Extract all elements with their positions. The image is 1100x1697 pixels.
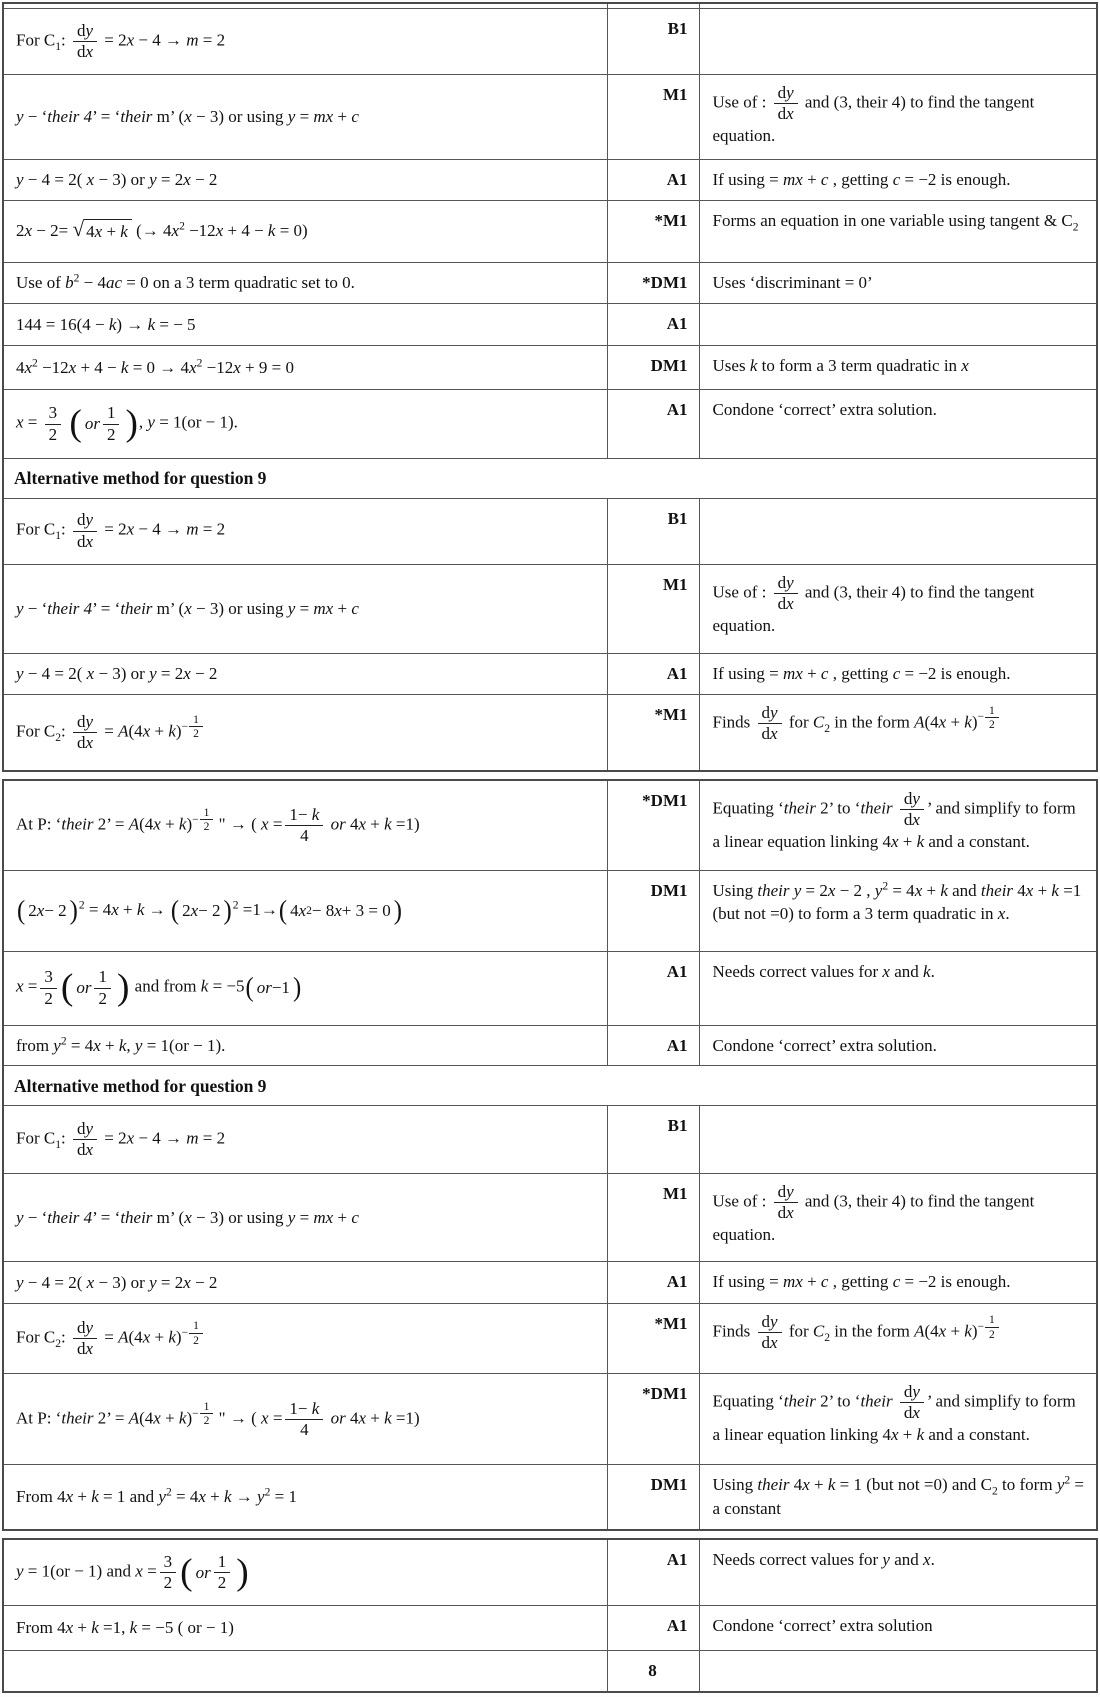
mark-cell: A1 bbox=[607, 160, 699, 201]
mark-scheme-row bbox=[3, 1465, 1097, 1530]
comment-cell: Using their 4x + k = 1 (but not =0) and $C_2$ to form $y^2 = a$ constant bbox=[699, 1465, 1097, 1530]
working-cell: Use of $b^2 - 4ac = 0$ on a 3 term quadratic set to 0. bbox=[3, 263, 607, 304]
mark-cell: A1 bbox=[607, 1539, 699, 1606]
mark-scheme-table-c bbox=[2, 1538, 1098, 1693]
comment-cell bbox=[699, 1106, 1097, 1174]
working-cell: ( 2 x − 2 ) $^2$ = 4x + k → ( 2 x − 2 ) $^2$ =1→ ( 4 x 2 − 8 x + 3 = 0 ) bbox=[3, 870, 607, 951]
mark-cell: *M1 bbox=[607, 694, 699, 771]
comment-cell: Needs correct values for y and x. bbox=[699, 1539, 1097, 1606]
working-cell: For $C_1$: $\frac{dy}{dx}$ = 2x − 4 → m = 2 bbox=[3, 498, 607, 564]
mark-scheme-row bbox=[3, 1174, 1097, 1262]
working-cell: y − ‘their 4’ = ‘their m’ (x − 3) or using y = mx + c bbox=[3, 75, 607, 160]
mark-cell: M1 bbox=[607, 75, 699, 160]
mark-scheme-row bbox=[3, 160, 1097, 201]
mark-cell: A1 bbox=[607, 1025, 699, 1066]
mark-cell: DM1 bbox=[607, 870, 699, 951]
working-cell: y − 4 = 2( x − 3) or y = 2x − 2 bbox=[3, 653, 607, 694]
comment-cell: Finds $\frac{dy}{dx}$ for $C_2$ in the form $A(4x + k)^{- \frac{1}{2}}$ bbox=[699, 1304, 1097, 1374]
mark-cell: A1 bbox=[607, 390, 699, 459]
working-cell: x = $\frac{3}{2}$ ( or 1 2 ) , y = 1(or − 1). bbox=[3, 390, 607, 459]
mark-cell: A1 bbox=[607, 951, 699, 1025]
mark-cell: A1 bbox=[607, 304, 699, 346]
working-cell: For $C_1$: $\frac{dy}{dx}$ = 2x − 4 → m = 2 bbox=[3, 9, 607, 75]
comment-cell bbox=[699, 498, 1097, 564]
working-cell: y − ‘their 4’ = ‘their m’ (x − 3) or using y = mx + c bbox=[3, 1174, 607, 1262]
mark-scheme-row bbox=[3, 1262, 1097, 1304]
working-cell: 2x − 2= √ 4x + k (→ $4x^2 -12x + 4 - k = 0$) bbox=[3, 201, 607, 263]
mark-scheme-row bbox=[3, 694, 1097, 771]
mark-cell: DM1 bbox=[607, 346, 699, 390]
working-cell: $4x^2 -12x + 4 - k = 0 \to 4x^2 -12x + 9 = 0$ bbox=[3, 346, 607, 390]
comment-cell: Use of : $\frac{dy}{dx}$ and (3, their 4) to find the tangent equation. bbox=[699, 564, 1097, 653]
mark-cell: B1 bbox=[607, 9, 699, 75]
mark-scheme-row bbox=[3, 498, 1097, 564]
mark-scheme-row bbox=[3, 1651, 1097, 1692]
working-cell: y − ‘their 4’ = ‘their m’ (x − 3) or using y = mx + c bbox=[3, 564, 607, 653]
mark-scheme-row bbox=[3, 9, 1097, 75]
working-cell: from $y^2 = 4x + k$, y = 1(or − 1). bbox=[3, 1025, 607, 1066]
working-cell: y = 1(or − 1) and x = $\frac{3}{2}$ ( or 1 2 ) bbox=[3, 1539, 607, 1606]
mark-scheme-row bbox=[3, 564, 1097, 653]
comment-cell: Condone ‘correct’ extra solution bbox=[699, 1606, 1097, 1651]
working-cell: For $C_1$: $\frac{dy}{dx}$ = 2x − 4 → m = 2 bbox=[3, 1106, 607, 1174]
mark-cell: A1 bbox=[607, 1606, 699, 1651]
mark-scheme-row bbox=[3, 1025, 1097, 1066]
working-cell: y − 4 = 2( x − 3) or y = 2x − 2 bbox=[3, 160, 607, 201]
mark-cell: *M1 bbox=[607, 1304, 699, 1374]
comment-cell: Forms an equation in one variable using tangent & $C_2$ bbox=[699, 201, 1097, 263]
mark-cell: M1 bbox=[607, 1174, 699, 1262]
mark-cell: *DM1 bbox=[607, 780, 699, 870]
comment-cell: Uses ‘discriminant = 0’ bbox=[699, 263, 1097, 304]
comment-cell: If using = mx + c , getting c = −2 is enough. bbox=[699, 1262, 1097, 1304]
mark-cell: *M1 bbox=[607, 201, 699, 263]
mark-scheme-table-b bbox=[2, 779, 1098, 1531]
mark-scheme-row bbox=[3, 870, 1097, 951]
working-cell bbox=[3, 1651, 607, 1692]
mark-scheme-table-a bbox=[2, 2, 1098, 772]
mark-cell: *DM1 bbox=[607, 1374, 699, 1465]
mark-cell: A1 bbox=[607, 653, 699, 694]
comment-cell: If using = mx + c , getting c = −2 is enough. bbox=[699, 653, 1097, 694]
comment-cell: Use of : $\frac{dy}{dx}$ and (3, their 4) to find the tangent equation. bbox=[699, 1174, 1097, 1262]
comment-cell: Use of : $\frac{dy}{dx}$ and (3, their 4) to find the tangent equation. bbox=[699, 75, 1097, 160]
mark-cell: *DM1 bbox=[607, 263, 699, 304]
alternative-method-header: Alternative method for question 9 bbox=[3, 1066, 1097, 1106]
mark-scheme-row bbox=[3, 780, 1097, 870]
mark-scheme-row bbox=[3, 201, 1097, 263]
mark-scheme-row bbox=[3, 304, 1097, 346]
comment-cell: Equating ‘their 2’ to ‘their $\frac{dy}{dx}$ ’ and simplify to form a linear equation linking 4x + k and a constant. bbox=[699, 780, 1097, 870]
mark-scheme-row bbox=[3, 951, 1097, 1025]
mark-cell: B1 bbox=[607, 498, 699, 564]
comment-cell bbox=[699, 304, 1097, 346]
comment-cell: Uses k to form a 3 term quadratic in x bbox=[699, 346, 1097, 390]
working-cell: x = $\frac{3}{2}$ ( or 1 2 ) and from k = −5 ( or −1 ) bbox=[3, 951, 607, 1025]
working-cell: From 4x + k =1, k = −5 ( or − 1) bbox=[3, 1606, 607, 1651]
comment-cell: Equating ‘their 2’ to ‘their $\frac{dy}{dx}$ ’ and simplify to form a linear equation linking 4x + k and a constant. bbox=[699, 1374, 1097, 1465]
working-cell: At P: ‘their 2’ = $A(4x + k)^{- \frac{1}{2}}$ " → ( x = $\frac{1- k}{4}$ or 4x + k =1) bbox=[3, 1374, 607, 1465]
alternative-method-header: Alternative method for question 9 bbox=[3, 459, 1097, 499]
working-cell: For $C_2$: $\frac{dy}{dx}$ = $A(4x + k)^{- \frac{1}{2}}$ bbox=[3, 694, 607, 771]
comment-cell bbox=[699, 1651, 1097, 1692]
mark-scheme-row bbox=[3, 1106, 1097, 1174]
mark-scheme-row bbox=[3, 263, 1097, 304]
mark-cell: DM1 bbox=[607, 1465, 699, 1530]
mark-scheme-row bbox=[3, 390, 1097, 459]
working-cell: At P: ‘their 2’ = $A(4x + k)^{- \frac{1}{2}}$ " → ( x = $\frac{1- k}{4}$ or 4x + k =1) bbox=[3, 780, 607, 870]
comment-cell: Finds $\frac{dy}{dx}$ for $C_2$ in the form $A(4x + k)^{- \frac{1}{2}}$ bbox=[699, 694, 1097, 771]
working-cell: For $C_2$: $\frac{dy}{dx}$ = $A(4x + k)^{- \frac{1}{2}}$ bbox=[3, 1304, 607, 1374]
comment-cell: Condone ‘correct’ extra solution. bbox=[699, 390, 1097, 459]
mark-scheme-row bbox=[3, 1606, 1097, 1651]
comment-cell: Condone ‘correct’ extra solution. bbox=[699, 1025, 1097, 1066]
mark-scheme-row bbox=[3, 75, 1097, 160]
mark-scheme-row bbox=[3, 1539, 1097, 1606]
working-cell: y − 4 = 2( x − 3) or y = 2x − 2 bbox=[3, 1262, 607, 1304]
working-cell: From 4x + k = 1 and $y^2 = 4x + k \to y^2 = 1$ bbox=[3, 1465, 607, 1530]
mark-scheme-row bbox=[3, 1374, 1097, 1465]
alternative-method-header-row bbox=[3, 459, 1097, 499]
comment-cell bbox=[699, 9, 1097, 75]
mark-cell: 8 bbox=[607, 1651, 699, 1692]
comment-cell: If using = mx + c , getting c = −2 is enough. bbox=[699, 160, 1097, 201]
mark-scheme-row bbox=[3, 346, 1097, 390]
alternative-method-header-row bbox=[3, 1066, 1097, 1106]
mark-cell: M1 bbox=[607, 564, 699, 653]
mark-scheme-row bbox=[3, 1304, 1097, 1374]
mark-cell: B1 bbox=[607, 1106, 699, 1174]
working-cell: 144 = 16(4 − k) → k = − 5 bbox=[3, 304, 607, 346]
comment-cell: Needs correct values for x and k. bbox=[699, 951, 1097, 1025]
mark-cell: A1 bbox=[607, 1262, 699, 1304]
mark-scheme-row bbox=[3, 653, 1097, 694]
comment-cell: Using their y = 2x − 2 , $y^2 = 4x + k$ and their 4x + k =1 (but not =0) to form a 3 term quadratic in x. bbox=[699, 870, 1097, 951]
